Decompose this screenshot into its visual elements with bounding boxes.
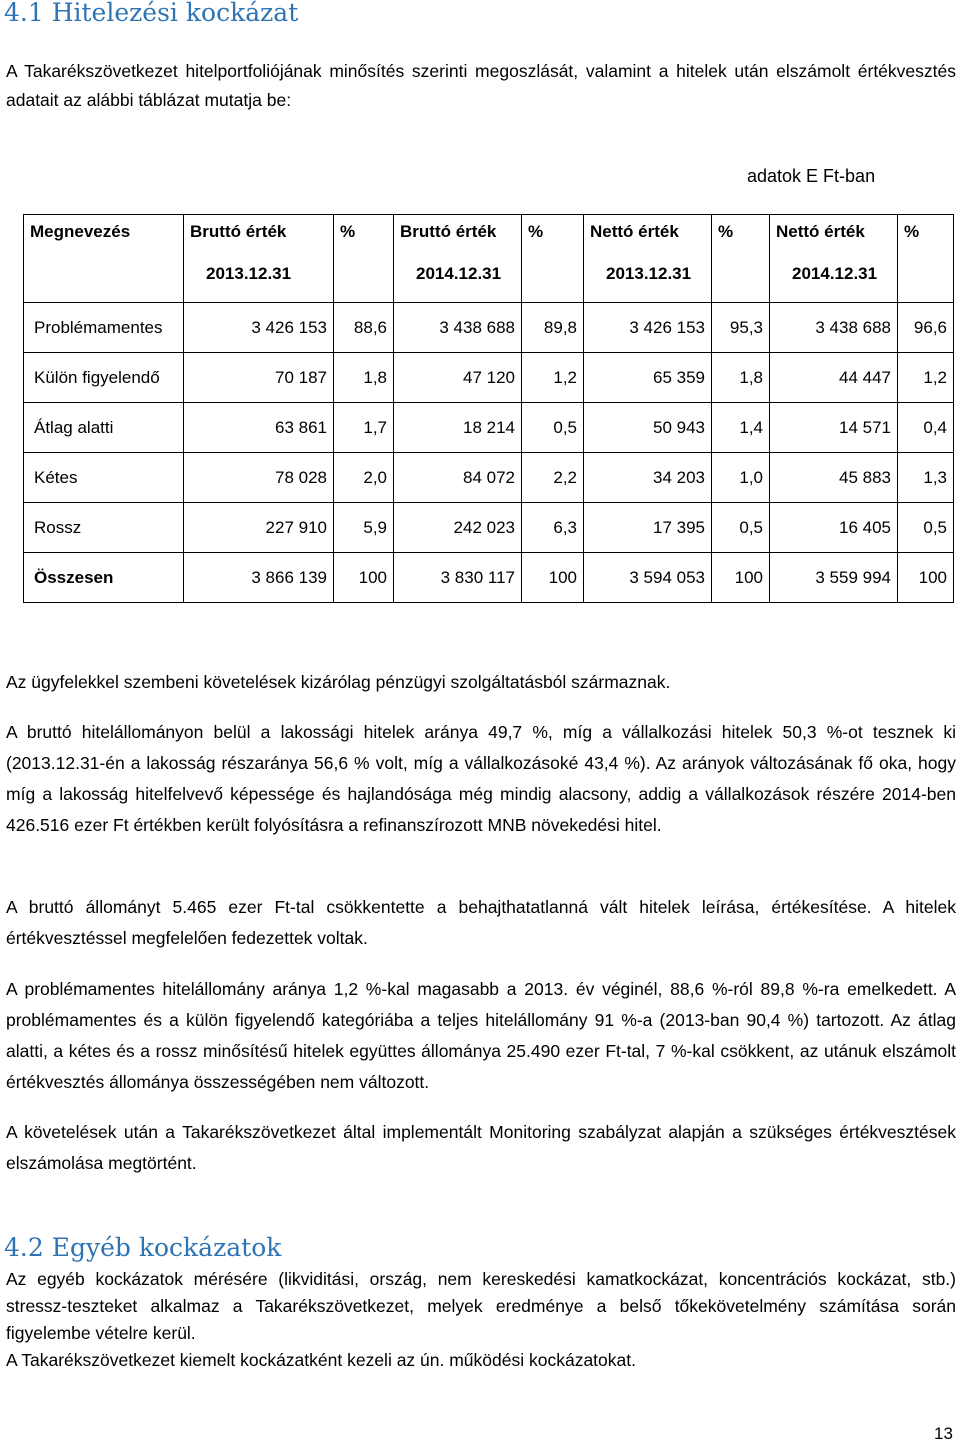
paragraph: Az ügyfelekkel szembeni követelések kizárólag pénzügyi szolgáltatásból származnak. <box>6 672 671 692</box>
cell-value: 78 028 <box>184 453 334 503</box>
page-number: 13 <box>934 1424 953 1443</box>
paragraph: A követelések után a Takarékszövetkezet által implementált Monitoring szabályzat alapján a szükséges értékvesztések elszámolása megtörtént. <box>6 1122 956 1173</box>
row-label: Összesen <box>24 553 184 603</box>
col-header-pct: % <box>522 215 584 303</box>
row-label: Problémamentes <box>24 303 184 353</box>
section-heading-other-risks: 4.2 Egyéb kockázatok <box>4 1233 282 1262</box>
cell-percent: 1,3 <box>898 453 954 503</box>
cell-value: 18 214 <box>394 403 522 453</box>
cell-percent: 100 <box>898 553 954 603</box>
cell-percent: 95,3 <box>712 303 770 353</box>
cell-percent: 1,4 <box>712 403 770 453</box>
cell-percent: 88,6 <box>334 303 394 353</box>
cell-value: 3 866 139 <box>184 553 334 603</box>
table-row <box>24 353 954 403</box>
cell-percent: 0,5 <box>712 503 770 553</box>
cell-value: 65 359 <box>584 353 712 403</box>
col-header-gross-2013: Bruttó érték 2013.12.31 <box>184 215 334 303</box>
cell-value: 45 883 <box>770 453 898 503</box>
cell-value: 3 426 153 <box>184 303 334 353</box>
table-row <box>24 303 954 353</box>
cell-percent: 1,8 <box>712 353 770 403</box>
cell-percent: 1,7 <box>334 403 394 453</box>
table-row <box>24 503 954 553</box>
col-header-net-2014: Nettó érték 2014.12.31 <box>770 215 898 303</box>
cell-percent: 0,5 <box>898 503 954 553</box>
cell-percent: 1,0 <box>712 453 770 503</box>
cell-value: 3 830 117 <box>394 553 522 603</box>
row-label: Rossz <box>24 503 184 553</box>
cell-value: 3 426 153 <box>584 303 712 353</box>
col-header-name: Megnevezés <box>24 215 184 303</box>
cell-value: 84 072 <box>394 453 522 503</box>
cell-percent: 100 <box>334 553 394 603</box>
cell-percent: 89,8 <box>522 303 584 353</box>
paragraph: A bruttó állományt 5.465 ezer Ft-tal csökkentette a behajthatatlanná vált hitelek leírása, értékesítése. A hitelek értékvesztéssel megfelelően fedezettek voltak. <box>6 897 956 948</box>
row-label: Átlag alatti <box>24 403 184 453</box>
cell-value: 242 023 <box>394 503 522 553</box>
cell-percent: 0,4 <box>898 403 954 453</box>
cell-value: 50 943 <box>584 403 712 453</box>
paragraph: A problémamentes hitelállomány aránya 1,2 %-kal magasabb a 2013. év véginél, 88,6 %-ról 89,8 %-ra emelkedett. A problémamentes és a külön figyelendő kategóriába a teljes hitelállomány 91 %-a (2013-ban 90,4 %) tartozott. Az átlag alatti, a kétes és a rossz minősítésű hitelek együttes állománya 25.490 ezer Ft-tal, 7 %-kal csökkent, az utánuk elszámolt értékvesztés állománya összességében nem változott. <box>6 979 956 1092</box>
cell-value: 16 405 <box>770 503 898 553</box>
cell-percent: 6,3 <box>522 503 584 553</box>
table-total-row <box>24 553 954 603</box>
table-header-row <box>24 215 954 303</box>
cell-value: 227 910 <box>184 503 334 553</box>
cell-percent: 96,6 <box>898 303 954 353</box>
cell-value: 3 594 053 <box>584 553 712 603</box>
cell-value: 63 861 <box>184 403 334 453</box>
cell-value: 34 203 <box>584 453 712 503</box>
cell-percent: 100 <box>712 553 770 603</box>
cell-percent: 0,5 <box>522 403 584 453</box>
cell-value: 17 395 <box>584 503 712 553</box>
cell-value: 3 438 688 <box>770 303 898 353</box>
cell-percent: 2,0 <box>334 453 394 503</box>
col-header-gross-2014: Bruttó érték 2014.12.31 <box>394 215 522 303</box>
paragraph: Az egyéb kockázatok mérésére (likviditási, ország, nem kereskedési kamatkockázat, koncentrációs kockázat, stb.) stressz-teszteket alkalmaz a Takarékszövetkezet, melyek eredménye a belső tőkekövetelmény számítása során figyelembe vételre kerül. <box>6 1269 956 1343</box>
table-row <box>24 403 954 453</box>
col-header-net-2013: Nettó érték 2013.12.31 <box>584 215 712 303</box>
paragraph: A Takarékszövetkezet kiemelt kockázatként kezeli az ún. működési kockázatokat. <box>6 1350 636 1370</box>
section-heading-credit-risk: 4.1 Hitelezési kockázat <box>4 0 299 27</box>
row-label: Külön figyelendő <box>24 353 184 403</box>
cell-percent: 1,8 <box>334 353 394 403</box>
cell-percent: 5,9 <box>334 503 394 553</box>
cell-percent: 100 <box>522 553 584 603</box>
cell-value: 47 120 <box>394 353 522 403</box>
cell-value: 3 559 994 <box>770 553 898 603</box>
paragraph: A bruttó hitelállományon belül a lakossági hitelek aránya 49,7 %, míg a vállalkozási hitelek 50,3 %-ot tesznek ki (2013.12.31-én a lakosság részaránya 56,6 % volt, míg a vállalkozásoké 43,4 %). Az arányok változásának fő oka, hogy míg a lakosság hitelfelvevő képessége és hajlandósága még mindig alacsony, addig a vállalkozások részére 2014-ben 426.516 ezer Ft értékben került folyósításra a refinanszírozott MNB növekedési hitel. <box>6 722 956 835</box>
cell-percent: 1,2 <box>898 353 954 403</box>
unit-note: adatok E Ft-ban <box>747 166 876 186</box>
table-row <box>24 453 954 503</box>
row-label: Kétes <box>24 453 184 503</box>
col-header-pct: % <box>712 215 770 303</box>
cell-value: 70 187 <box>184 353 334 403</box>
cell-percent: 1,2 <box>522 353 584 403</box>
col-header-pct: % <box>898 215 954 303</box>
col-header-pct: % <box>334 215 394 303</box>
cell-value: 44 447 <box>770 353 898 403</box>
cell-value: 3 438 688 <box>394 303 522 353</box>
intro-paragraph: A Takarékszövetkezet hitelportfoliójának minősítés szerinti megoszlását, valamint a hitelek után elszámolt értékvesztés adatait az alábbi táblázat mutatja be: <box>6 61 956 110</box>
loan-portfolio-table <box>23 214 954 603</box>
cell-percent: 2,2 <box>522 453 584 503</box>
cell-value: 14 571 <box>770 403 898 453</box>
